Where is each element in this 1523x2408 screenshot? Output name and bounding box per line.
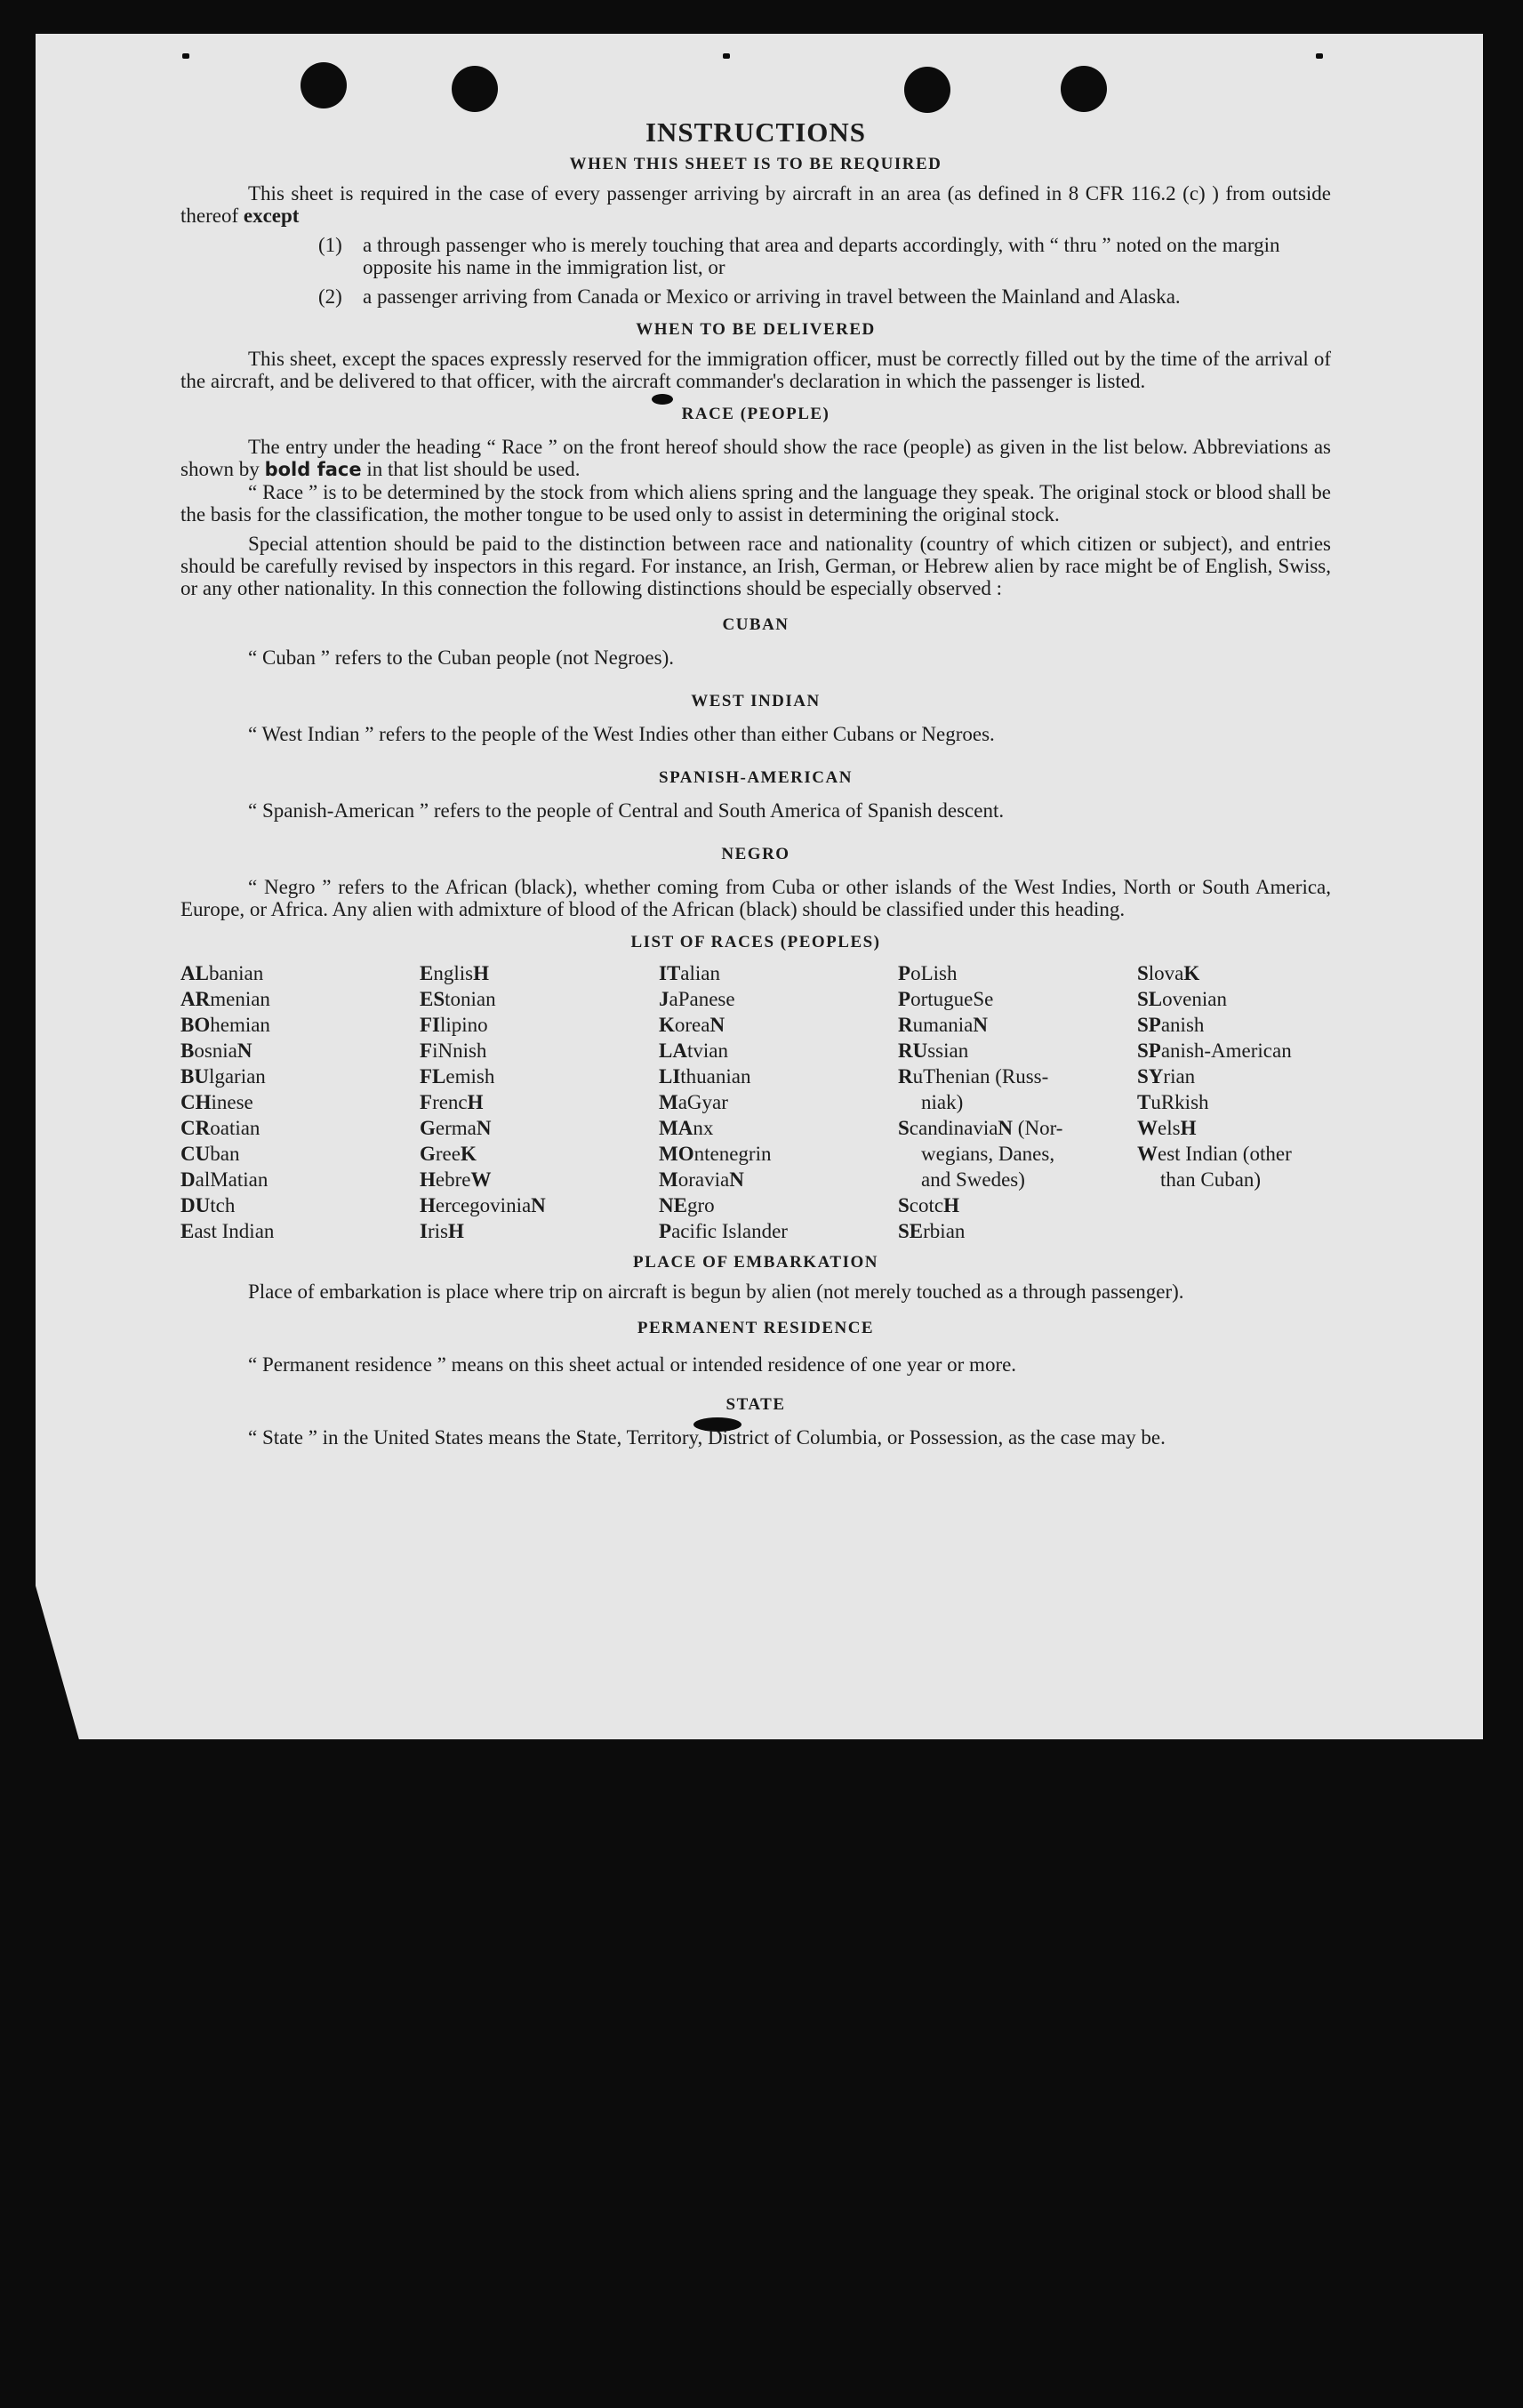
paragraph: “ State ” in the United States means the State, Territory, District of Columbia, or Possession, as the case may be. [248,1426,1166,1449]
race-entry: and Swedes) [921,1168,1025,1191]
race-entry: NEgro [659,1194,715,1216]
race-entry: KoreaN [659,1014,725,1036]
race-entry: TuRkish [1137,1091,1209,1113]
punch-hole [452,66,498,112]
race-entry: WelsH [1137,1117,1197,1139]
race-entry: BUlgarian [180,1065,266,1088]
paragraph: “ Race ” is to be determined by the stock from which aliens spring and the language they speak. The original stock or blood shall be the basis for the classification, the mother tongue to be used only to assist in determining the original stock. [180,481,1331,526]
races-column [180,960,420,1244]
section-heading: CUBAN [722,615,790,634]
race-entry: BosniaN [180,1039,252,1062]
race-entry: RUssian [898,1039,969,1062]
punch-hole [1061,66,1107,112]
race-entry: SErbian [898,1220,966,1242]
paragraph: Special attention should be paid to the distinction between race and nationality (country of which citizen or subject), and entries should be carefully revised by inspectors in this regard. For instance, an Irish, German, or Hebrew alien by race might be of English, Swiss, or any other nationality. In this connection the following distinctions should be especially observed : [180,533,1331,599]
race-entry: JaPanese [659,988,735,1010]
paragraph: “ West Indian ” refers to the people of the West Indies other than either Cubans or Negroes. [248,723,995,745]
section-heading: PERMANENT RESIDENCE [637,1319,875,1337]
race-entry: FrencH [420,1091,484,1113]
race-entry: DUtch [180,1194,236,1216]
race-entry: ITalian [659,962,720,984]
race-entry: MoraviaN [659,1168,744,1191]
paragraph: “ Permanent residence ” means on this sheet actual or intended residence of one year or more. [248,1353,1017,1376]
race-entry: GermaN [420,1117,492,1139]
section-heading: WHEN THIS SHEET IS TO BE REQUIRED [569,155,942,173]
paragraph: This sheet, except the spaces expressly reserved for the immigration officer, must be correctly filled out by the time of the arrival of the aircraft, and be delivered to that officer, with the aircraft commander's declaration in which the passenger is listed. [180,348,1331,392]
race-entry: SYrian [1137,1065,1196,1088]
punch-hole [301,62,347,108]
race-entry: MaGyar [659,1091,728,1113]
section-heading: NEGRO [721,845,790,863]
race-entry: FIlipino [420,1014,488,1036]
race-entry: GreeK [420,1143,477,1165]
race-entry: niak) [921,1091,964,1113]
races-column [898,960,1137,1244]
race-entry: HebreW [420,1168,492,1191]
race-entry: wegians, Danes, [921,1143,1055,1165]
paragraph: “ Spanish-American ” refers to the people of Central and South America of Spanish descent. [248,799,1005,822]
race-entry: ALbanian [180,962,264,984]
race-entry: CHinese [180,1091,253,1113]
race-entry: LIthuanian [659,1065,751,1088]
race-entry: East Indian [180,1220,275,1242]
speck [723,53,730,59]
instructions-text [180,116,1331,1449]
section-heading: RACE (PEOPLE) [681,405,830,423]
race-entry: CUban [180,1143,240,1165]
race-entry: FiNnish [420,1039,487,1062]
speck [182,53,189,59]
race-entry: ARmenian [180,988,270,1010]
race-entry: MAnx [659,1117,714,1139]
list-item: (2) a passenger arriving from Canada or Mexico or arriving in travel between the Mainland and Alaska. [318,285,1181,308]
races-column [659,960,898,1244]
race-entry: IrisH [420,1220,464,1242]
race-entry: SPanish [1137,1014,1205,1036]
race-entry: PortugueSe [898,988,994,1010]
race-entry: RumaniaN [898,1014,988,1036]
paragraph: “ Cuban ” refers to the Cuban people (not Negroes). [248,646,675,669]
section-heading: LIST OF RACES (PEOPLES) [630,933,881,951]
race-entry: RuThenian (Russ- [898,1065,1049,1088]
races-column [1137,960,1331,1244]
race-entry: MOntenegrin [659,1143,772,1165]
section-heading: STATE [725,1395,786,1414]
paragraph: This sheet is required in the case of every passenger arriving by aircraft in an area (as defined in 8 CFR 116.2 (c) ) from outside thereof except [180,182,1331,227]
list-item: (1) a through passenger who is merely touching that area and departs accordingly, with “ thru ” noted on the margin opposite his name in the immigration list, or [318,234,1280,278]
race-entry: SPanish-American [1137,1039,1292,1062]
race-entry: SlovaK [1137,962,1200,984]
punch-hole [904,67,950,113]
race-entry: FLemish [420,1065,495,1088]
section-heading: WEST INDIAN [691,692,821,710]
paragraph: Place of embarkation is place where trip on aircraft is begun by alien (not merely touched as a through passenger). [248,1280,1184,1303]
race-entry: West Indian (other [1137,1143,1292,1165]
speck [1316,53,1323,59]
race-entry: DalMatian [180,1168,269,1191]
section-heading: PLACE OF EMBARKATION [633,1253,878,1272]
paragraph: The entry under the heading “ Race ” on the front hereof should show the race (people) as given in the list below. Abbreviations as shown by bold face in that list should be used. [180,436,1331,480]
race-entry: LAtvian [659,1039,728,1062]
race-entry: Pacific Islander [659,1220,788,1242]
race-entry: ScotcH [898,1194,959,1216]
race-entry: BOhemian [180,1014,270,1036]
race-entry: ScandinaviaN (Nor- [898,1117,1063,1139]
race-entry: PoLish [898,962,958,984]
race-entry: HercegoviniaN [420,1194,546,1216]
paragraph: “ Negro ” refers to the African (black), whether coming from Cuba or other islands of the West Indies, North or South America, Europe, or Africa. Any alien with admixture of blood of the African (black) should be classified under this heading. [180,876,1331,920]
race-entry: EnglisH [420,962,489,984]
race-entry: EStonian [420,988,496,1010]
section-heading: WHEN TO BE DELIVERED [636,320,876,339]
page-title: INSTRUCTIONS [645,116,866,148]
races-column [420,960,659,1244]
race-entry: CRoatian [180,1117,261,1139]
section-heading: SPANISH-AMERICAN [659,768,853,787]
races-list [180,960,1331,1244]
race-entry: than Cuban) [1160,1168,1262,1191]
race-entry: SLovenian [1137,988,1227,1010]
